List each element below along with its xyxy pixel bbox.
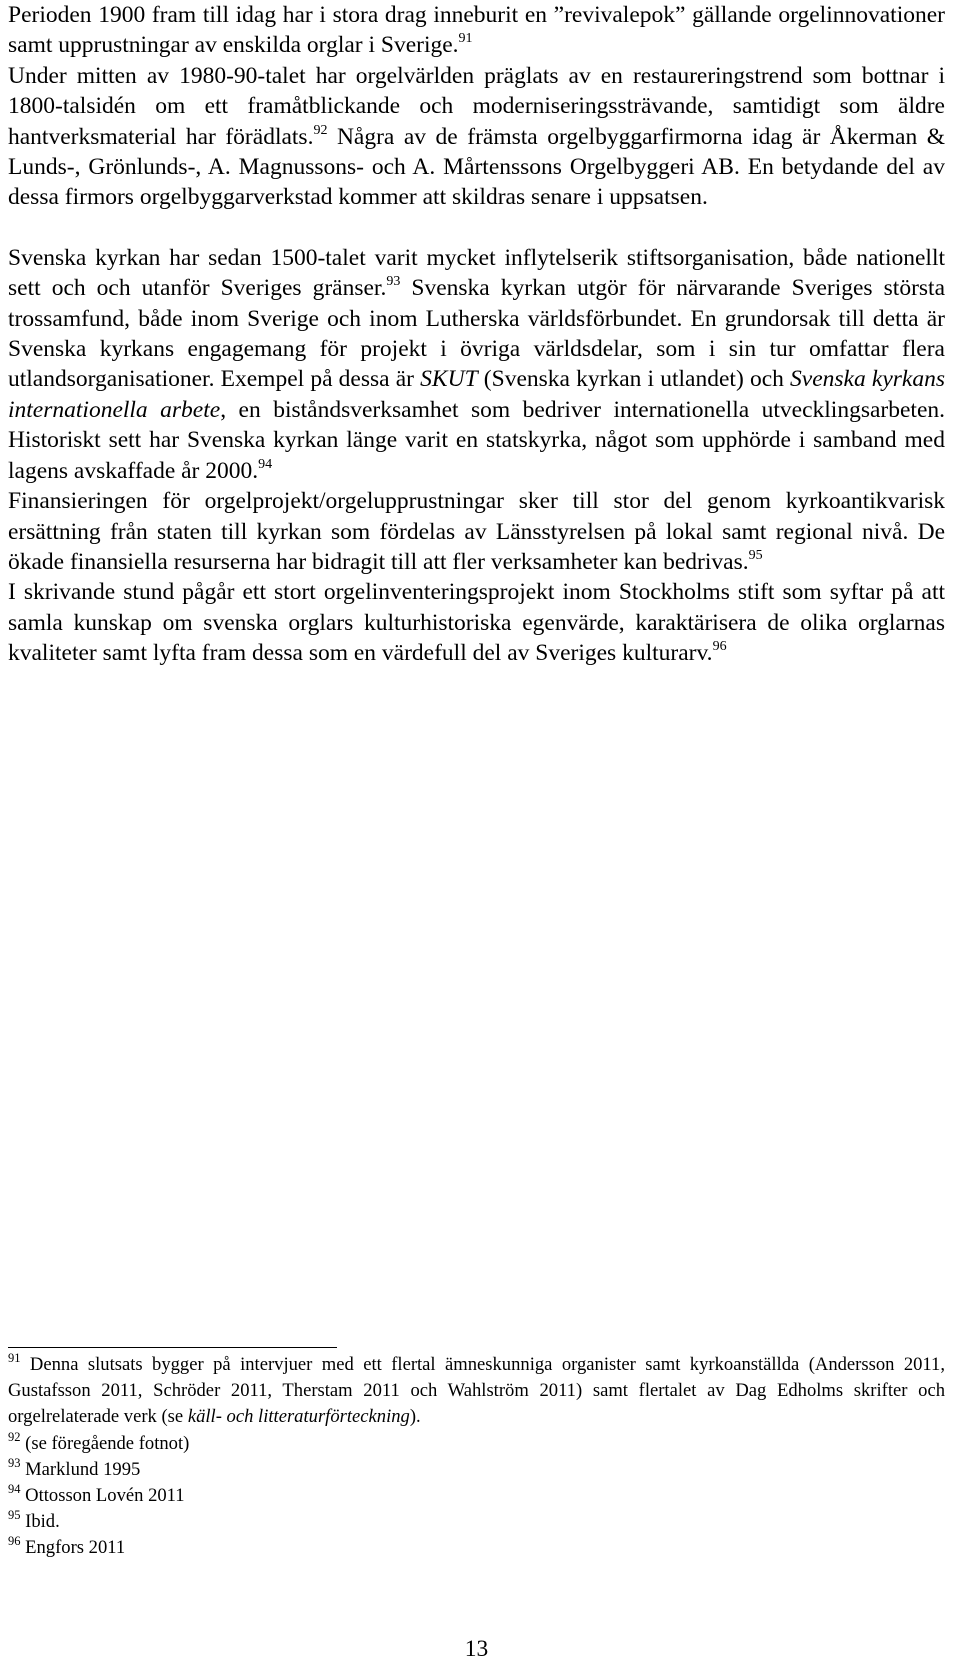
footnote-95 [8, 1509, 945, 1535]
body-text [8, 0, 945, 669]
footnote-text: Ottosson Lovén 2011 [20, 1485, 185, 1507]
footnote-text: Denna slutsats bygger på intervjuer med ett flertal ämneskunniga organister samt kyrkoanställda (Andersson 2011, Gustafsson 2011, Schröder 2011, Therstam 2011 och Wahlström 2011) samt flertalet av Dag Edholms skrifter och orgelrelaterade verk (se [8, 1354, 945, 1428]
footnote-ref-96: 96 [712, 639, 727, 655]
paragraph-text: I skrivande stund pågår ett stort orgelinventeringsprojekt inom Stockholms stift som syftar på att samla kunskap om svenska orglars kulturhistoriska egenvärde, karaktärisera de olika orglarnas kvaliteter samt lyfta fram dessa som en värdefull del av Sveriges kulturarv. [8, 579, 945, 667]
footnote-number: 93 [8, 1455, 21, 1470]
footnote-92 [8, 1431, 945, 1457]
footnote-text: Ibid. [20, 1511, 60, 1533]
footnote-text: Engfors 2011 [20, 1537, 126, 1559]
footnote-ref-92: 92 [313, 122, 328, 138]
footnote-number: 91 [8, 1351, 21, 1365]
page-number: 13 [464, 1636, 489, 1662]
footnote-divider [8, 1347, 337, 1348]
paragraph-text: Svenska kyrkan utgör för närvarande Sveriges största trossamfund, både inom Sverige och inom Lutherska världsförbundet. En grundorsak till detta är Svenska kyrkans engagemang för projekt i övriga världsdelar, som i sin tur omfattar flera utlandsorganisationer. Exempel på dessa är [8, 275, 945, 393]
footnote-italic-text: käll- och litteraturförteckning [187, 1406, 410, 1428]
footnote-number: 96 [8, 1534, 21, 1549]
footnote-number: 94 [8, 1482, 21, 1497]
paragraph-text: Perioden 1900 fram till idag har i stora drag inneburit en ”revivalepok” gällande orgelinnovationer samt upprustningar av enskilda orglar i Sverige. [8, 2, 945, 59]
footnote-91 [8, 1352, 945, 1431]
paragraph-text: Finansieringen för orgelprojekt/orgelupprustningar sker till stor del genom kyrkoantikvarisk ersättning från staten till kyrkan som fördelas av Länsstyrelsen på lokal samt regional nivå. De ökade finansiella resurserna har bidragit till att fler verksamheter kan bedrivas. [8, 488, 945, 575]
footnote-text: ). [409, 1406, 421, 1428]
paragraph-church-organisation [8, 243, 945, 486]
footnote-ref-91: 91 [458, 31, 473, 47]
paragraph-financing [8, 486, 945, 577]
paragraph-restoration-trend [8, 61, 945, 213]
footnote-94 [8, 1483, 945, 1509]
footnotes-section [8, 1352, 945, 1562]
paragraph-gap [8, 213, 945, 243]
paragraph-revival-era [8, 0, 945, 61]
footnote-ref-93: 93 [386, 274, 401, 290]
paragraph-text: (Svenska kyrkan i utlandet) och [477, 366, 791, 393]
footnote-96 [8, 1535, 945, 1561]
footnote-text: (se föregående fotnot) [20, 1432, 190, 1454]
footnote-93 [8, 1457, 945, 1483]
footnote-text: Marklund 1995 [20, 1458, 141, 1480]
paragraph-text: , en biståndsverksamhet som bedriver internationella utvecklingsarbeten. Historiskt sett har Svenska kyrkan länge varit en statskyrka, något som upphörde i samband med lagens avskaffade år 2000. [8, 396, 945, 484]
paragraph-text: Svenska kyrkan har sedan 1500-talet varit mycket inflytelserik stiftsorganisation, både nationellt sett och och utanför Sveriges gränser. [8, 244, 945, 302]
document-page [8, 0, 945, 1678]
footnote-number: 95 [8, 1508, 21, 1523]
footnote-ref-95: 95 [748, 547, 763, 563]
italic-term-skut: SKUT [420, 366, 478, 393]
footnote-number: 92 [8, 1429, 21, 1444]
paragraph-inventory-project [8, 577, 945, 668]
italic-term-international-work: Svenska kyrkans internationella arbete [8, 366, 945, 423]
paragraph-text: Några av de främsta orgelbyggarfirmorna idag är Åkerman & Lunds-, Grönlunds-, A. Magnussons- och A. Mårtenssons Orgelbyggeri AB. En betydande del av dessa firmors orgelbyggarverkstad kommer att skildras senare i uppsatsen. [8, 123, 945, 211]
footnote-ref-94: 94 [258, 456, 273, 472]
paragraph-text: Under mitten av 1980-90-talet har orgelvärlden präglats av en restaureringstrend som bottnar i 1800-talsidén om ett framåtblickande och moderniseringssträvande, samtidigt som äldre hantverksmaterial har förädlats. [8, 62, 945, 150]
